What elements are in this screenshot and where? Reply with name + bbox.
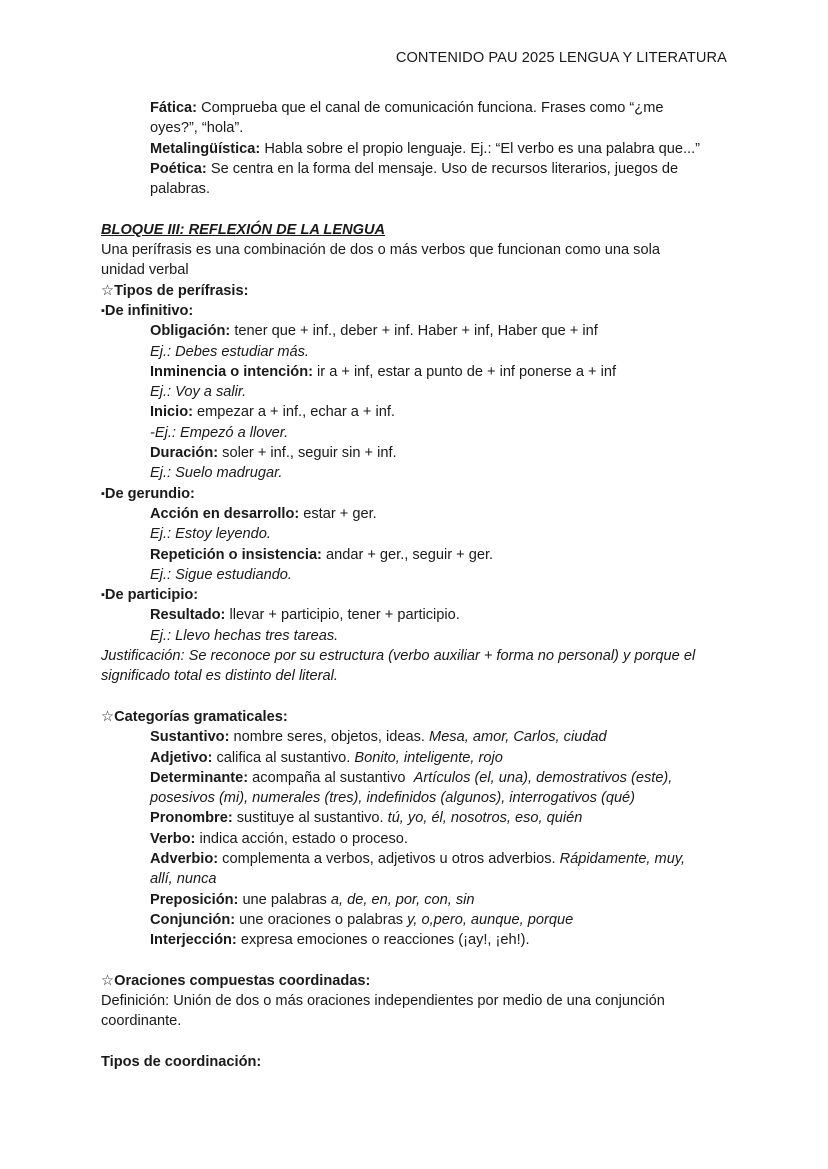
term: Verbo:	[150, 830, 196, 847]
term: Duración:	[150, 445, 219, 462]
cat-determinante	[101, 768, 731, 788]
perifrasis-intro-cont: unidad verbal	[101, 262, 189, 279]
item-resultado	[101, 605, 731, 625]
example: Ej.: Llevo hechas tres tareas.	[150, 627, 339, 644]
star-icon: ☆	[101, 282, 115, 299]
definition: califica al sustantivo.	[212, 749, 355, 766]
term: Inminencia o intención:	[150, 363, 313, 380]
term: Repetición o insistencia:	[150, 546, 322, 563]
cat-adverbio	[101, 849, 731, 869]
coordinadas-definicion: Definición: Unión de dos o más oraciones independientes por medio de una conjunción	[101, 993, 665, 1010]
star-icon: ☆	[101, 972, 115, 989]
example: Ej.: Suelo madrugar.	[150, 465, 283, 482]
example: Ej.: Sigue estudiando.	[150, 566, 292, 583]
justificacion-cont: significado total es distinto del literal.	[101, 668, 338, 685]
term: Fática:	[150, 100, 198, 116]
item-accion-desarrollo	[101, 504, 731, 524]
section-title: BLOQUE III: REFLEXIÓN DE LA LENGUA	[101, 221, 386, 238]
term: Metalingüística:	[150, 140, 261, 157]
subheading-coordinadas	[101, 971, 731, 991]
examples: Artículos (el, una), demostrativos (este),	[413, 769, 673, 786]
group-participio	[101, 585, 731, 605]
examples: Mesa, amor, Carlos, ciudad	[429, 729, 607, 746]
justificacion: Justificación: Se reconoce por su estructura (verbo auxiliar + forma no personal) y porque el	[101, 648, 696, 665]
group-gerundio	[101, 484, 731, 504]
item-inicio	[101, 402, 731, 422]
definition: nombre seres, objetos, ideas.	[229, 729, 430, 746]
definition: complementa a verbos, adjetivos u otros adverbios.	[218, 850, 560, 867]
example: Ej.: Voy a salir.	[150, 384, 247, 401]
term: Poética:	[150, 160, 207, 177]
definition: andar + ger., seguir + ger.	[321, 546, 494, 563]
group-title: De infinitivo:	[104, 302, 194, 319]
example: Ej.: Debes estudiar más.	[150, 343, 309, 360]
funcion-fatica	[101, 98, 731, 118]
term: Adverbio:	[150, 850, 219, 867]
subheading-text: Categorías gramaticales:	[114, 708, 288, 725]
term: Pronombre:	[150, 810, 233, 827]
examples: y, o,pero, aunque, porque	[407, 911, 574, 928]
term: Resultado:	[150, 607, 226, 624]
subheading-tipos-perifrasis	[101, 281, 731, 301]
tipos-coordinacion-heading: Tipos de coordinación:	[101, 1053, 262, 1070]
definition: Habla sobre el propio lenguaje. Ej.: “El verbo es una palabra que...”	[260, 140, 700, 157]
bullet-square-icon: ▪	[101, 589, 105, 602]
subheading-categorias	[101, 707, 731, 727]
subheading-text: Tipos de perífrasis:	[114, 282, 249, 299]
cat-adverbio-cont: allí, nunca	[150, 871, 217, 888]
definition: estar + ger.	[299, 505, 377, 522]
subheading-text: Oraciones compuestas coordinadas:	[114, 972, 371, 989]
cat-conjuncion	[101, 910, 731, 930]
bullet-square-icon: ▪	[101, 304, 105, 317]
funcion-poetica	[101, 159, 731, 179]
definition: ir a + inf, estar a punto de + inf ponerse a + inf	[312, 363, 616, 380]
term: Conjunción:	[150, 911, 236, 928]
examples: tú, yo, él, nosotros, eso, quién	[387, 810, 583, 827]
bullet-square-icon: ▪	[101, 487, 105, 500]
cat-interjeccion	[101, 930, 731, 950]
definition: sustituye al sustantivo.	[232, 810, 388, 827]
term: Sustantivo:	[150, 729, 230, 746]
term: Obligación:	[150, 323, 231, 340]
cat-adjetivo	[101, 748, 731, 768]
term: Adjetivo:	[150, 749, 213, 766]
definition: llevar + participio, tener + participio.	[225, 607, 460, 624]
example: -Ej.: Empezó a llover.	[150, 424, 289, 441]
definition: expresa emociones o reacciones (¡ay!, ¡eh!).	[236, 932, 530, 949]
examples: Bonito, inteligente, rojo	[354, 749, 503, 766]
perifrasis-intro: Una perífrasis es una combinación de dos o más verbos que funcionan como una sola	[101, 242, 660, 259]
definition: Se centra en la forma del mensaje. Uso de recursos literarios, juegos de	[206, 160, 679, 177]
example: Ej.: Estoy leyendo.	[150, 526, 271, 543]
definition: soler + inf., seguir sin + inf.	[218, 445, 397, 462]
definition: Comprueba que el canal de comunicación funciona. Frases como “¿me	[197, 100, 664, 116]
item-obligacion	[101, 321, 731, 341]
document-body	[101, 98, 731, 1072]
group-title: De gerundio:	[104, 485, 195, 502]
definition: tener que + inf., deber + inf. Haber + inf, Haber que + inf	[230, 323, 598, 340]
definition: une palabras	[238, 891, 331, 908]
coordinadas-definicion-cont: coordinante.	[101, 1013, 182, 1030]
cat-preposicion	[101, 890, 731, 910]
term: Determinante:	[150, 769, 249, 786]
cat-verbo	[101, 829, 731, 849]
page-header: CONTENIDO PAU 2025 LENGUA Y LITERATURA	[395, 50, 727, 66]
cat-determinante-cont: posesivos (mi), numerales (tres), indefinidos (algunos), interrogativos (qué)	[150, 790, 636, 807]
item-inminencia	[101, 362, 731, 382]
term: Inicio:	[150, 404, 193, 421]
funcion-metalinguistica	[101, 139, 731, 159]
star-icon: ☆	[101, 708, 115, 725]
definition: acompaña al sustantivo	[248, 769, 414, 786]
definition: indica acción, estado o proceso.	[195, 830, 408, 847]
group-title: De participio:	[104, 587, 199, 604]
cat-pronombre	[101, 808, 731, 828]
term: Acción en desarrollo:	[150, 505, 300, 522]
funcion-fatica-cont: oyes?”, “hola”.	[150, 120, 244, 137]
term: Interjección:	[150, 932, 237, 949]
term: Preposición:	[150, 891, 239, 908]
examples: a, de, en, por, con, sin	[330, 891, 475, 908]
item-repeticion	[101, 545, 731, 565]
cat-sustantivo	[101, 727, 731, 747]
funcion-poetica-cont: palabras.	[150, 181, 211, 198]
definition: empezar a + inf., echar a + inf.	[192, 404, 395, 421]
examples: Rápidamente, muy,	[559, 850, 686, 867]
item-duracion	[101, 443, 731, 463]
group-infinitivo	[101, 301, 731, 321]
definition: une oraciones o palabras	[235, 911, 408, 928]
